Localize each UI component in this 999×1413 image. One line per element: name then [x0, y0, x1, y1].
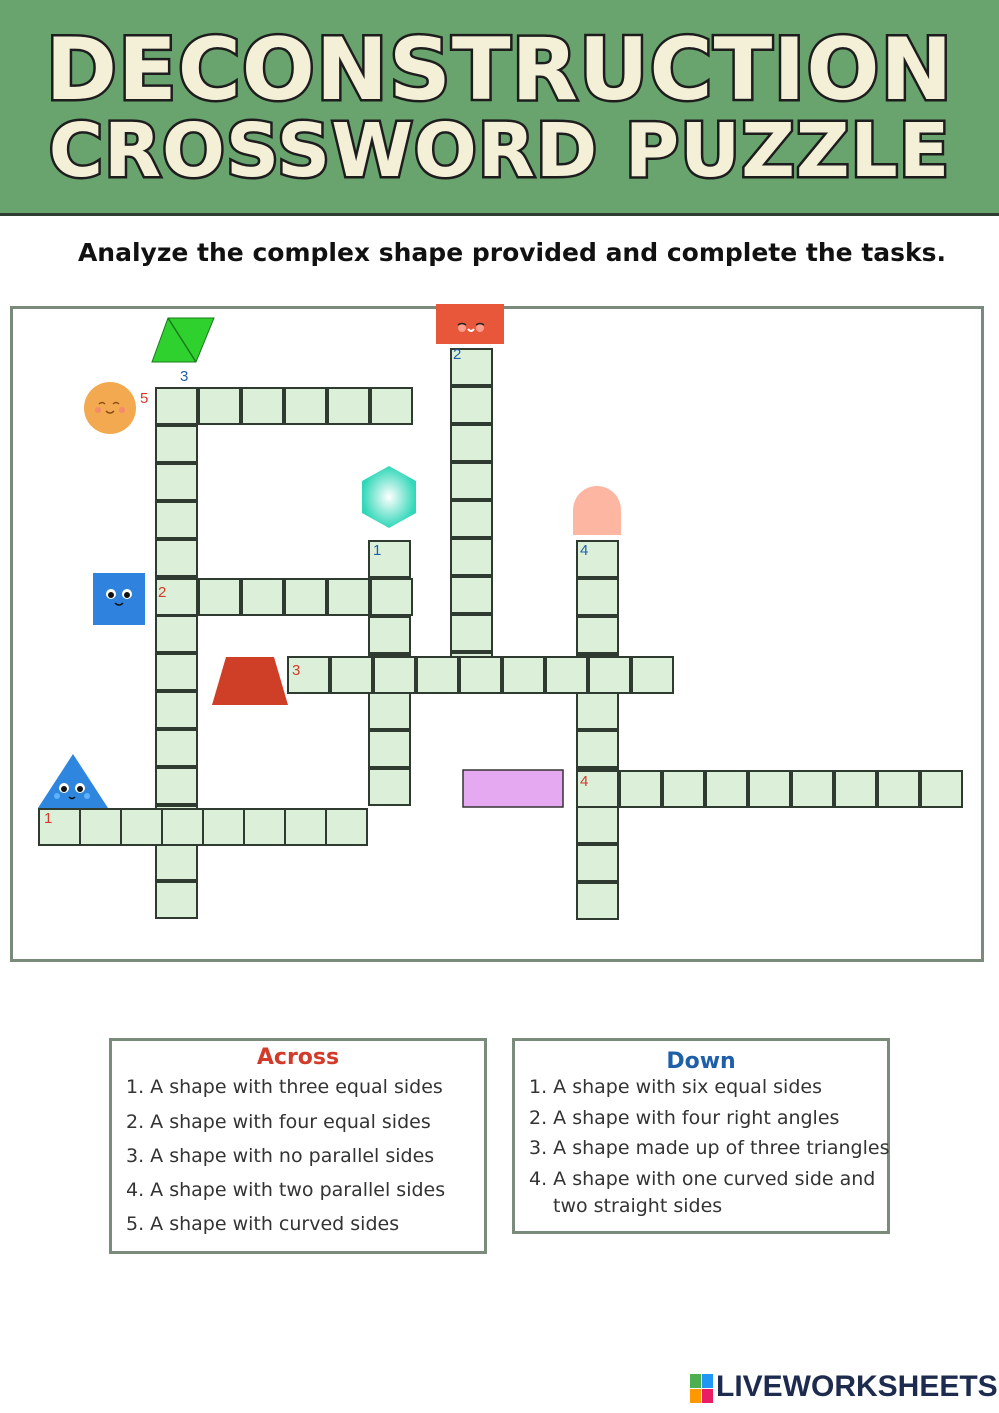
- crossword-cell[interactable]: [243, 808, 286, 846]
- crossword-cell[interactable]: [502, 656, 545, 694]
- crossword-cell[interactable]: [241, 387, 284, 425]
- crossword-cell[interactable]: [576, 578, 619, 616]
- crossword-cell[interactable]: [748, 770, 791, 808]
- down-1-number: 1: [373, 542, 382, 559]
- crossword-cell[interactable]: [450, 538, 493, 576]
- crossword-cell[interactable]: [155, 843, 198, 881]
- across-clue-2: 2. A shape with four equal sides: [126, 1111, 431, 1133]
- crossword-cell[interactable]: [791, 770, 834, 808]
- down-clue-3: 3. A shape made up of three triangles: [529, 1137, 890, 1159]
- crossword-cell[interactable]: [327, 578, 370, 616]
- crossword-cell[interactable]: [155, 691, 198, 729]
- crossword-cell[interactable]: [631, 656, 674, 694]
- crossword-cell[interactable]: [327, 387, 370, 425]
- title-line-2: CROSSWORD PUZZLE: [48, 108, 951, 194]
- crossword-cell[interactable]: [588, 656, 631, 694]
- crossword-cell[interactable]: [368, 768, 411, 806]
- down-clue-1: 1. A shape with six equal sides: [529, 1076, 822, 1098]
- crossword-cell[interactable]: [459, 656, 502, 694]
- semicircle-arch-icon: [572, 486, 622, 536]
- crossword-cell[interactable]: [662, 770, 705, 808]
- crossword-cell[interactable]: [155, 463, 198, 501]
- crossword-cell[interactable]: [834, 770, 877, 808]
- crossword-cell[interactable]: [877, 770, 920, 808]
- crossword-cell[interactable]: [202, 808, 245, 846]
- down-clues-box: [512, 1038, 890, 1234]
- across-clue-3: 3. A shape with no parallel sides: [126, 1145, 435, 1167]
- crossword-cell[interactable]: [450, 424, 493, 462]
- crossword-cell[interactable]: [325, 808, 368, 846]
- down-3-number: 3: [180, 368, 189, 385]
- crossword-cell[interactable]: [545, 656, 588, 694]
- across-2-number: 2: [158, 584, 167, 601]
- across-title: Across: [256, 1045, 340, 1070]
- crossword-cell[interactable]: [576, 692, 619, 730]
- crossword-cell[interactable]: [368, 730, 411, 768]
- crossword-cell[interactable]: [155, 539, 198, 577]
- crossword-cell[interactable]: [155, 501, 198, 539]
- title-line-1: DECONSTRUCTION: [45, 20, 954, 120]
- liveworksheets-logo-icon: [690, 1374, 714, 1404]
- across-clue-5: 5. A shape with curved sides: [126, 1213, 400, 1235]
- crossword-cell[interactable]: [450, 462, 493, 500]
- rectangle-face-icon: [435, 303, 505, 345]
- down-clue-4-continued: two straight sides: [553, 1195, 723, 1217]
- crossword-cell[interactable]: [155, 729, 198, 767]
- crossword-cell[interactable]: [450, 500, 493, 538]
- instructions-text: Analyze the complex shape provided and complete the tasks.: [77, 238, 947, 267]
- crossword-cell[interactable]: [619, 770, 662, 808]
- down-clue-4: 4. A shape with one curved side and: [529, 1168, 876, 1190]
- crossword-cell[interactable]: [284, 387, 327, 425]
- down-4-number: 4: [580, 542, 589, 559]
- crossword-cell[interactable]: [576, 882, 619, 920]
- crossword-cell[interactable]: [576, 616, 619, 654]
- triangle-face-icon: [36, 752, 110, 810]
- crossword-cell[interactable]: [576, 730, 619, 768]
- down-2-number: 2: [453, 346, 462, 363]
- crossword-cell[interactable]: [284, 578, 327, 616]
- trapezoid-icon: [210, 655, 290, 707]
- square-face-icon: [92, 572, 146, 626]
- crossword-cell[interactable]: [198, 578, 241, 616]
- crossword-cell[interactable]: [576, 806, 619, 844]
- crossword-cell[interactable]: [368, 616, 411, 654]
- across-5-number: 5: [140, 390, 149, 407]
- crossword-cell[interactable]: [705, 770, 748, 808]
- crossword-cell[interactable]: [576, 844, 619, 882]
- crossword-cell[interactable]: [450, 614, 493, 652]
- crossword-cell[interactable]: [120, 808, 163, 846]
- circle-face-icon: [82, 380, 138, 436]
- crossword-cell[interactable]: [368, 692, 411, 730]
- crossword-cell[interactable]: [155, 425, 198, 463]
- liveworksheets-brand: LIVEWORKSHEETS: [716, 1370, 998, 1403]
- across-4-number: 4: [580, 773, 589, 790]
- across-1-number: 1: [44, 810, 53, 827]
- crossword-cell[interactable]: [155, 387, 198, 425]
- across-clue-1: 1. A shape with three equal sides: [126, 1076, 443, 1098]
- across-clue-4: 4. A shape with two parallel sides: [126, 1179, 446, 1201]
- crossword-cell[interactable]: [241, 578, 284, 616]
- header-banner: [0, 0, 999, 216]
- down-clue-2: 2. A shape with four right angles: [529, 1107, 840, 1129]
- across-3-number: 3: [292, 662, 301, 679]
- parallelogram-icon: [150, 316, 216, 364]
- crossword-cell[interactable]: [284, 808, 327, 846]
- crossword-cell[interactable]: [370, 578, 413, 616]
- rectangle-icon: [462, 769, 564, 809]
- crossword-cell[interactable]: [416, 656, 459, 694]
- crossword-cell[interactable]: [920, 770, 963, 808]
- crossword-cell[interactable]: [450, 386, 493, 424]
- crossword-cell[interactable]: [155, 653, 198, 691]
- down-title: Down: [666, 1049, 736, 1074]
- hexagon-icon: [360, 464, 418, 530]
- crossword-cell[interactable]: [155, 615, 198, 653]
- crossword-cell[interactable]: [370, 387, 413, 425]
- crossword-cell[interactable]: [373, 656, 416, 694]
- crossword-cell[interactable]: [161, 808, 204, 846]
- crossword-cell[interactable]: [79, 808, 122, 846]
- crossword-cell[interactable]: [450, 576, 493, 614]
- across-clues-box: [109, 1038, 487, 1254]
- crossword-cell[interactable]: [155, 767, 198, 805]
- crossword-cell[interactable]: [198, 387, 241, 425]
- crossword-cell[interactable]: [155, 881, 198, 919]
- crossword-cell[interactable]: [330, 656, 373, 694]
